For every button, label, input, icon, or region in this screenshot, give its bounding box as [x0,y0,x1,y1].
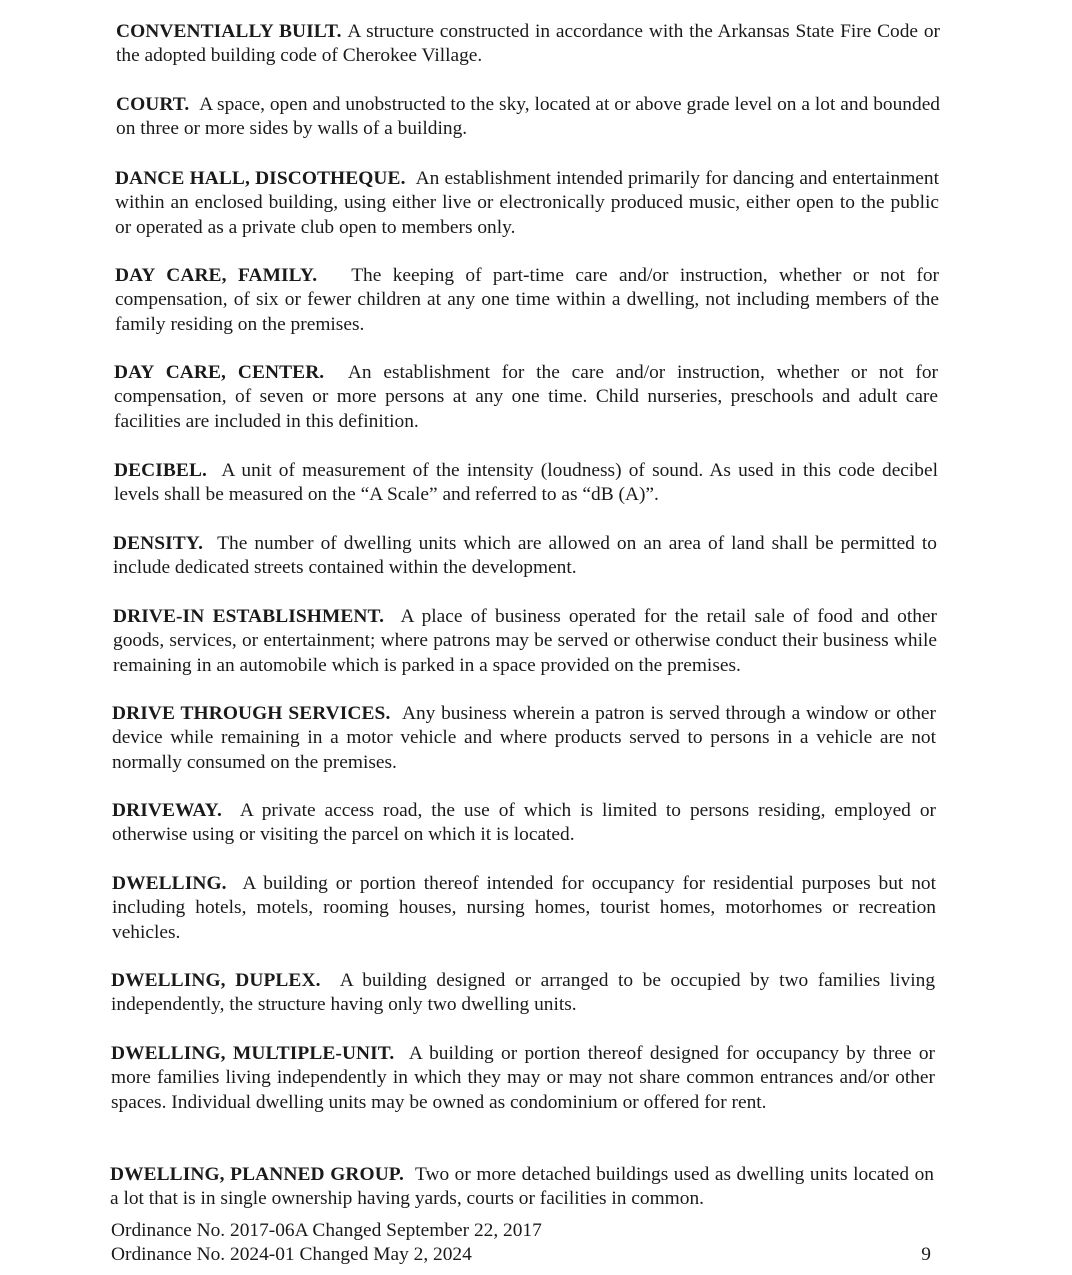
definition-text: A building designed or arranged to be occupied by two families living independently, the structure having only two dwelling units. [111,970,936,1016]
definition-text: A building or portion thereof intended for occupancy for residential purposes but not including hotels, motels, rooming houses, nursing homes, tourist homes, motorhomes or recreation vehicles. [112,873,936,943]
definition-dwelling-planned-group: DWELLING, PLANNED GROUP. Two or more detached buildings used as dwelling units located on a lot that is in single ownership having yards, courts or facilities in common. [110,1164,934,1210]
definition-text: A unit of measurement of the intensity (loudness) of sound. As used in this code decibel levels shall be measured on the “A Scale” and referred to as “dB (A)”. [114,460,938,506]
definition-term: DRIVE THROUGH SERVICES [112,703,386,724]
definition-term: DAY CARE, CENTER [114,362,320,383]
definition-text: A structure constructed in accordance with the Arkansas State Fire Code or the adopted building code of Cherokee Village. [116,21,940,67]
definition-text: An establishment for the care and/or instruction, whether or not for compensation, of seven or more persons at any one time. Child nurseries, preschools and adult care facilities are included in this definition. [114,362,938,432]
definition-decibel: DECIBEL. A unit of measurement of the intensity (loudness) of sound. As used in this code decibel levels shall be measured on the “A Scale” and referred to as “dB (A)”. [114,460,938,506]
definition-term: DWELLING [112,873,222,894]
definition-text: Any business wherein a patron is served through a window or other device while remaining in a motor vehicle and where products served to persons in a vehicle are not normally consumed on the premises. [112,703,936,773]
page-number: 9 [921,1244,931,1265]
definition-text: The number of dwelling units which are allowed on an area of land shall be permitted to include dedicated streets contained within the development. [113,533,937,579]
definition-text: The keeping of part-time care and/or instruction, whether or not for compensation, of six or fewer children at any one time within a dwelling, not including members of the family residing on the premises. [115,265,939,335]
definition-term: DWELLING, DUPLEX [111,970,316,991]
definition-term: DRIVE-IN ESTABLISHMENT [113,606,380,627]
definition-text: Two or more detached buildings used as dwelling units located on a lot that is in single ownership having yards, courts or facilities in common. [110,1164,934,1210]
page-footer [111,1219,935,1268]
definition-text: A building or portion thereof designed for occupancy by three or more families living independently in which they may or may not share common entrances and/or other spaces. Individual dwelling units may be owned as condominium or offered for rent. [111,1043,935,1113]
definition-term: DWELLING, PLANNED GROUP [110,1164,399,1185]
definition-text: A space, open and unobstructed to the sky, located at or above grade level on a lot and bounded on three or more sides by walls of a building. [116,94,940,140]
definition-dwelling-multiple-unit: DWELLING, MULTIPLE-UNIT. A building or portion thereof designed for occupancy by three or more families living independently in which they may or may not share common entrances and/or other spaces. Individual dwelling units may be owned as condominium or offered for rent. [111,1043,935,1113]
definition-drive-in-establishment: DRIVE-IN ESTABLISHMENT. A place of business operated for the retail sale of food and other goods, services, or entertainment; where patrons may be served or otherwise conduct their business while remaining in an automobile which is parked in a space provided on the premises. [113,606,937,676]
definition-term: DAY CARE, FAMILY [115,265,313,286]
definition-text: An establishment intended primarily for dancing and entertainment within an enclosed building, using either live or electronically produced music, either open to the public or operated as a private club open to members only. [115,168,939,238]
definition-term: DENSITY [113,533,199,554]
definition-drive-through-services: DRIVE THROUGH SERVICES. Any business wherein a patron is served through a window or other device while remaining in a motor vehicle and where products served to persons in a vehicle are not normally consumed on the premises. [112,703,936,773]
definition-conventially-built: CONVENTIALLY BUILT. A structure constructed in accordance with the Arkansas State Fire Code or the adopted building code of Cherokee Village. [116,21,940,67]
definition-driveway: DRIVEWAY. A private access road, the use of which is limited to persons residing, employed or otherwise using or visiting the parcel on which it is located. [112,800,936,846]
definition-text: A private access road, the use of which is limited to persons residing, employed or otherwise using or visiting the parcel on which it is located. [112,800,936,846]
definition-term: DRIVEWAY [112,800,217,821]
definition-term: CONVENTIALLY BUILT [116,21,337,42]
definition-text: A place of business operated for the retail sale of food and other goods, services, or entertainment; where patrons may be served or otherwise conduct their business while remaining in an automobile which is parked in a space provided on the premises. [113,606,937,676]
definition-term: COURT [116,94,185,115]
definition-day-care-family: DAY CARE, FAMILY. The keeping of part-time care and/or instruction, whether or not for compensation, of six or fewer children at any one time within a dwelling, not including members of the family residing on the premises. [115,265,939,335]
definition-court: COURT. A space, open and unobstructed to the sky, located at or above grade level on a lot and bounded on three or more sides by walls of a building. [116,94,940,140]
definition-term: DECIBEL [114,460,202,481]
definition-day-care-center: DAY CARE, CENTER. An establishment for the care and/or instruction, whether or not for compensation, of seven or more persons at any one time. Child nurseries, preschools and adult care facilities are included in this definition. [114,362,938,432]
definition-term: DWELLING, MULTIPLE-UNIT [111,1043,390,1064]
definition-dwelling: DWELLING. A building or portion thereof intended for occupancy for residential purposes but not including hotels, motels, rooming houses, nursing homes, tourist homes, motorhomes or recreation vehicles. [112,873,936,943]
ordinance-note: Ordinance No. 2017-06A Changed September 22, 2017 [111,1220,542,1241]
definition-density: DENSITY. The number of dwelling units which are allowed on an area of land shall be permitted to include dedicated streets contained within the development. [113,533,937,579]
definition-dwelling-duplex: DWELLING, DUPLEX. A building designed or arranged to be occupied by two families living independently, the structure having only two dwelling units. [111,970,936,1016]
definition-dance-hall-discotheque: DANCE HALL, DISCOTHEQUE. An establishment intended primarily for dancing and entertainment within an enclosed building, using either live or electronically produced music, either open to the public or operated as a private club open to members only. [115,168,939,238]
ordinance-note: Ordinance No. 2024-01 Changed May 2, 2024 [111,1244,472,1266]
definition-term: DANCE HALL, DISCOTHEQUE [115,168,401,189]
